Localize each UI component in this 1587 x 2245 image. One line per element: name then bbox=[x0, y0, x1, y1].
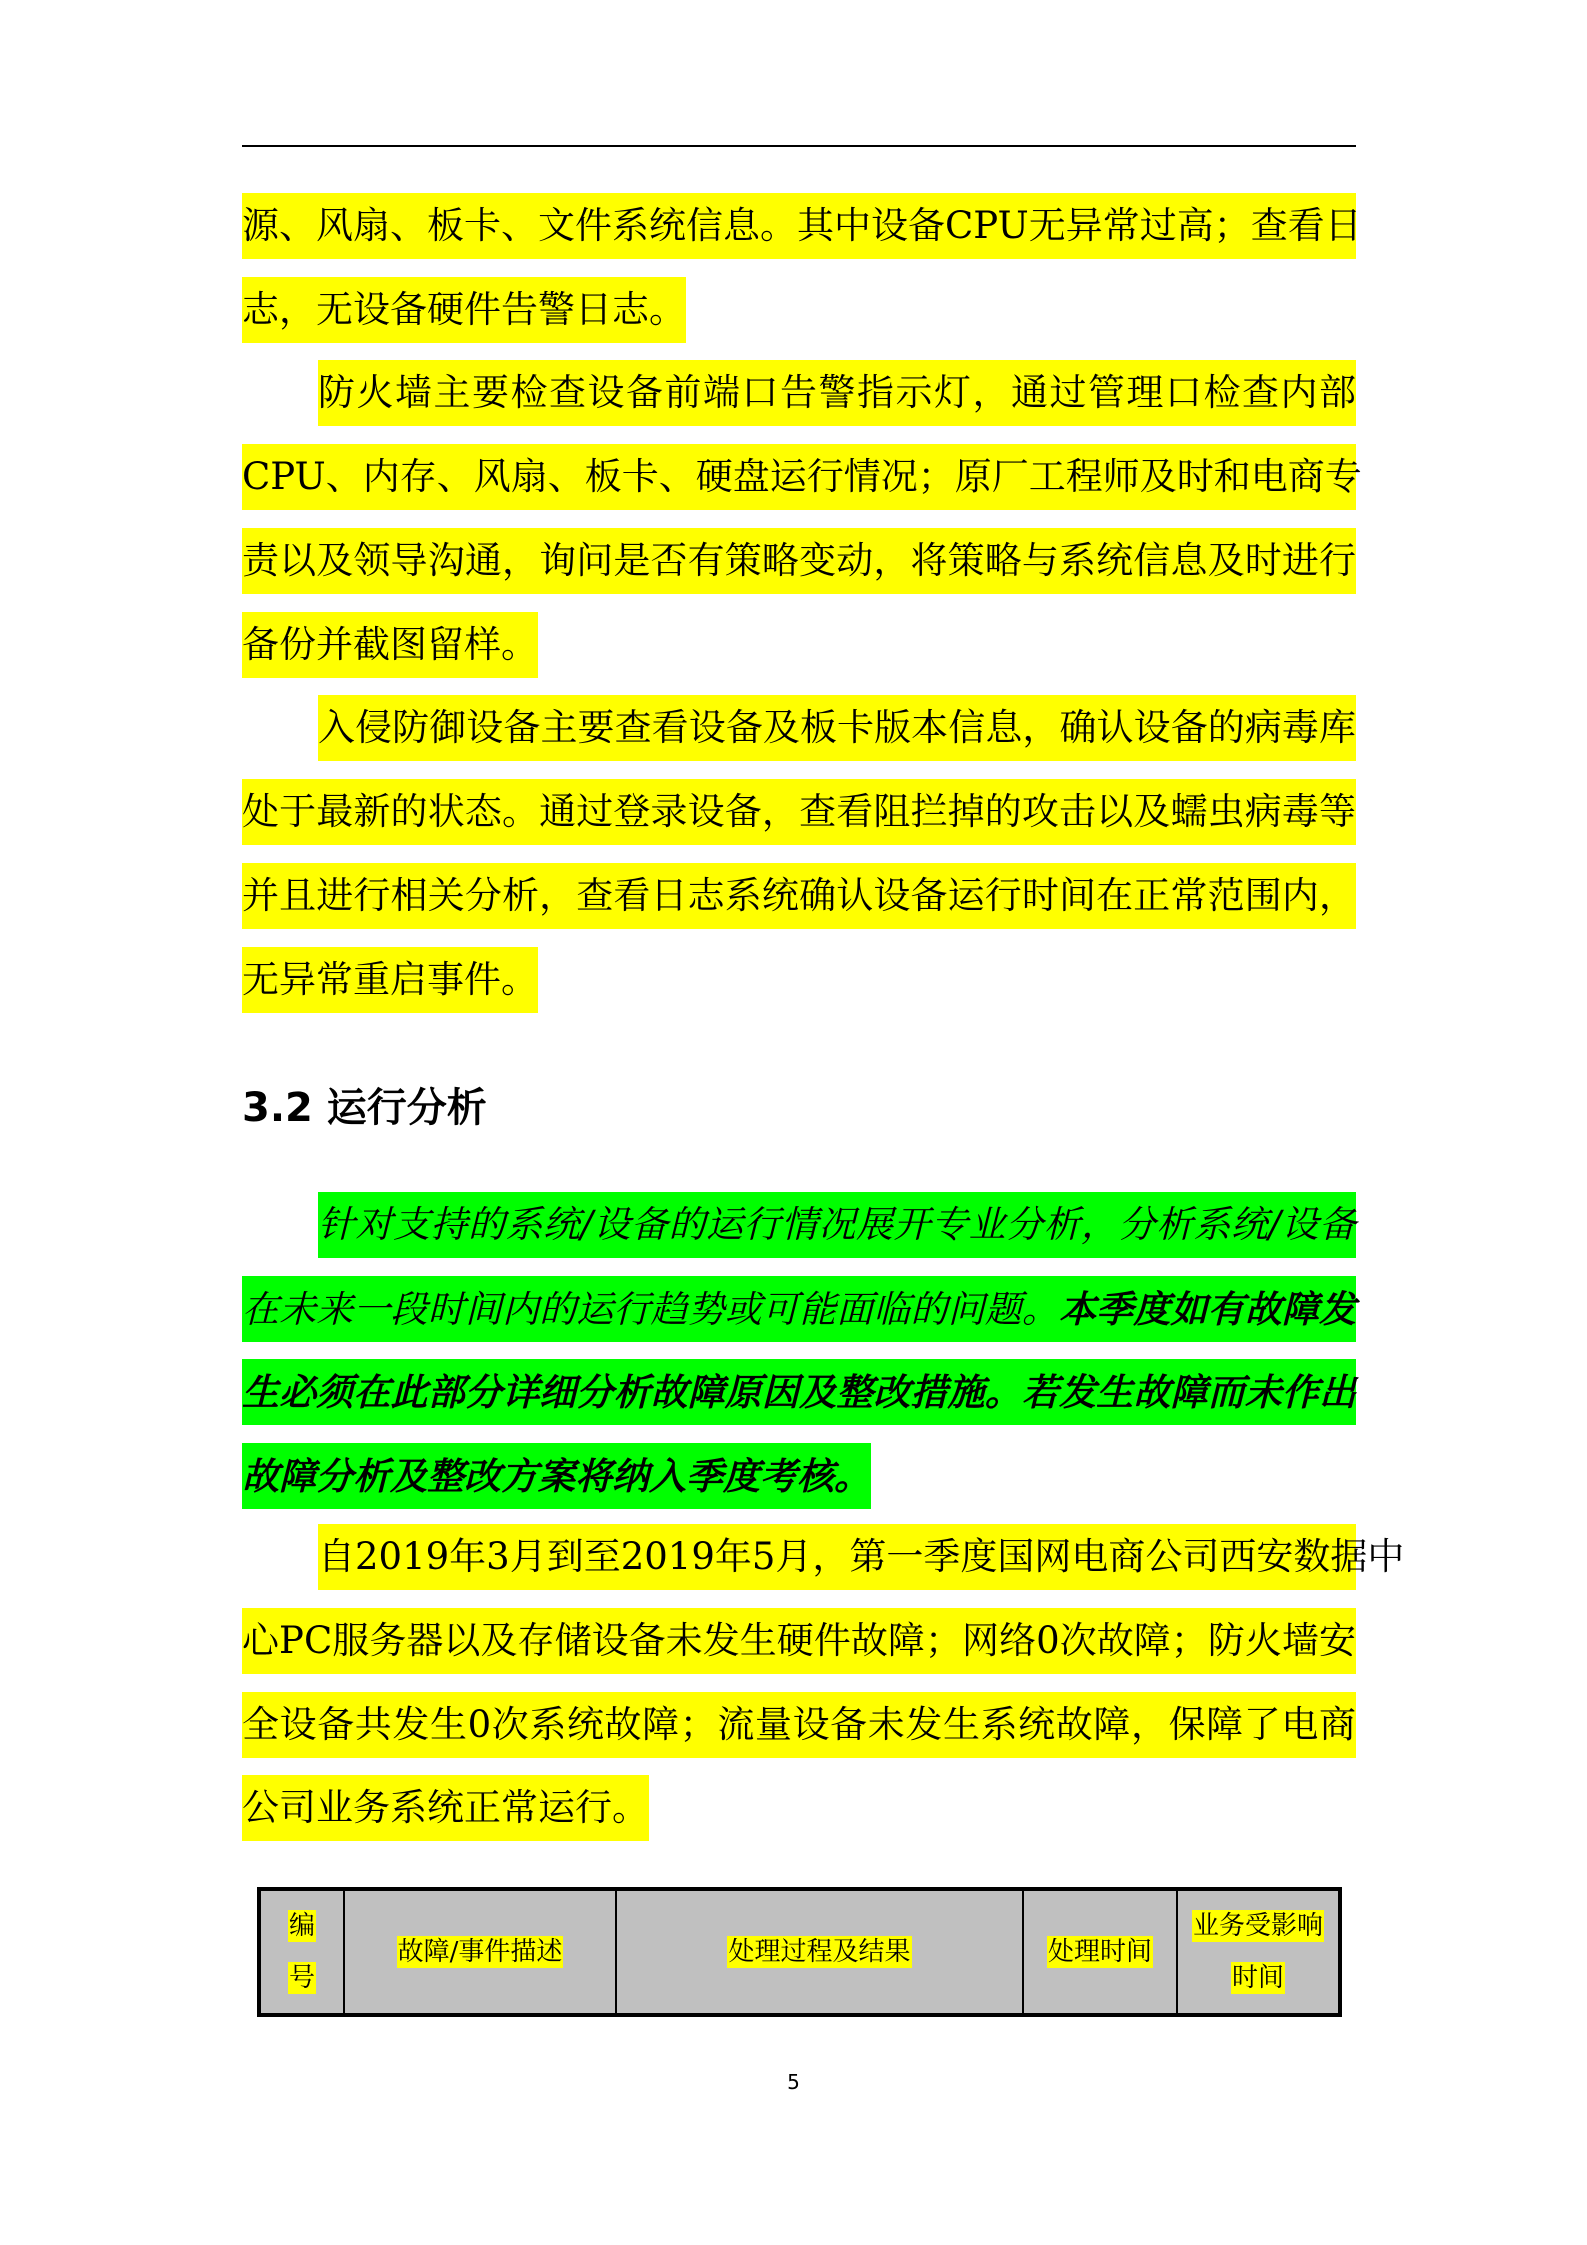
text-line bbox=[242, 444, 1362, 510]
text-line bbox=[242, 1443, 1356, 1509]
text-line bbox=[242, 1692, 1356, 1758]
text-line bbox=[242, 528, 1356, 594]
highlighted-text: 并且进行相关分析，查看日志系统确认设备运行时间在正常范围内， bbox=[242, 863, 1356, 929]
header-text: 处理过程及结果 bbox=[728, 1937, 911, 1967]
header-cell-number bbox=[259, 1889, 344, 2015]
green-highlighted-text: 故障分析及整改方案将纳入季度考核。 bbox=[242, 1443, 871, 1509]
text-line bbox=[242, 947, 1356, 1013]
highlighted-text: 防火墙主要检查设备前端口告警指示灯，通过管理口检查内部 bbox=[318, 360, 1356, 426]
incident-table bbox=[257, 1887, 1342, 2017]
highlighted-text: 源、风扇、板卡、文件系统信息。其中设备CPU无异常过高；查看日 bbox=[242, 193, 1356, 259]
green-highlighted-text: 生必须在此部分详细分析故障原因及整改措施。若发生故障而未作出 bbox=[242, 1359, 1356, 1425]
header-text: 业务受影响 bbox=[1192, 1911, 1323, 1941]
highlighted-text: 无异常重启事件。 bbox=[242, 947, 538, 1013]
text-line bbox=[242, 1359, 1356, 1425]
table-header-row bbox=[259, 1889, 1340, 2015]
page-number: 5 bbox=[787, 2070, 800, 2094]
header-text: 时间 bbox=[1231, 1963, 1284, 1993]
highlighted-text: 心PC服务器以及存储设备未发生硬件故障；网络0次故障；防火墙安 bbox=[242, 1608, 1356, 1674]
italic-text: 在未来一段时间内的运行趋势或可能面临的问题。 bbox=[242, 1288, 1060, 1331]
highlighted-text: CPU、内存、风扇、板卡、硬盘运行情况；原厂工程师及时和电商专 bbox=[242, 444, 1356, 510]
section-heading: 3.2 运行分析 bbox=[242, 1085, 487, 1131]
header-rule bbox=[242, 145, 1356, 147]
header-cell-description bbox=[344, 1889, 616, 2015]
header-cell-process bbox=[616, 1889, 1023, 2015]
header-text: 处理时间 bbox=[1047, 1937, 1152, 1967]
text-line bbox=[242, 779, 1356, 845]
highlighted-text: 志，无设备硬件告警日志。 bbox=[242, 277, 686, 343]
text-line bbox=[242, 863, 1356, 929]
highlighted-text: 处于最新的状态。通过登录设备，查看阻拦掉的攻击以及蠕虫病毒等 bbox=[242, 779, 1356, 845]
text-line bbox=[318, 1192, 1356, 1258]
highlighted-text: 备份并截图留样。 bbox=[242, 612, 538, 678]
text-line bbox=[318, 360, 1356, 426]
bold-italic-text: 本季度如有故障发 bbox=[1059, 1287, 1357, 1331]
text-line bbox=[318, 695, 1356, 761]
text-line bbox=[242, 277, 1356, 343]
green-highlighted-text bbox=[242, 1276, 1356, 1342]
text-line bbox=[242, 1608, 1356, 1674]
header-text: 号 bbox=[288, 1963, 315, 1993]
text-line bbox=[242, 1276, 1356, 1342]
highlighted-text: 公司业务系统正常运行。 bbox=[242, 1775, 649, 1841]
highlighted-text: 责以及领导沟通，询问是否有策略变动，将策略与系统信息及时进行 bbox=[242, 528, 1356, 594]
highlighted-text: 入侵防御设备主要查看设备及板卡版本信息，确认设备的病毒库 bbox=[318, 695, 1356, 761]
header-cell-time bbox=[1023, 1889, 1177, 2015]
text-line bbox=[242, 612, 1356, 678]
text-line bbox=[242, 193, 1362, 259]
green-highlighted-text: 针对支持的系统/设备的运行情况展开专业分析，分析系统/设备 bbox=[318, 1192, 1356, 1258]
highlighted-text: 自2019年3月到至2019年5月，第一季度国网电商公司西安数据中 bbox=[318, 1524, 1356, 1590]
header-text: 编 bbox=[288, 1911, 315, 1941]
text-line bbox=[242, 1775, 1356, 1841]
text-line bbox=[318, 1524, 1405, 1590]
header-cell-impact-time bbox=[1177, 1889, 1340, 2015]
header-text: 故障/事件描述 bbox=[397, 1937, 563, 1967]
highlighted-text: 全设备共发生0次系统故障；流量设备未发生系统故障，保障了电商 bbox=[242, 1692, 1356, 1758]
